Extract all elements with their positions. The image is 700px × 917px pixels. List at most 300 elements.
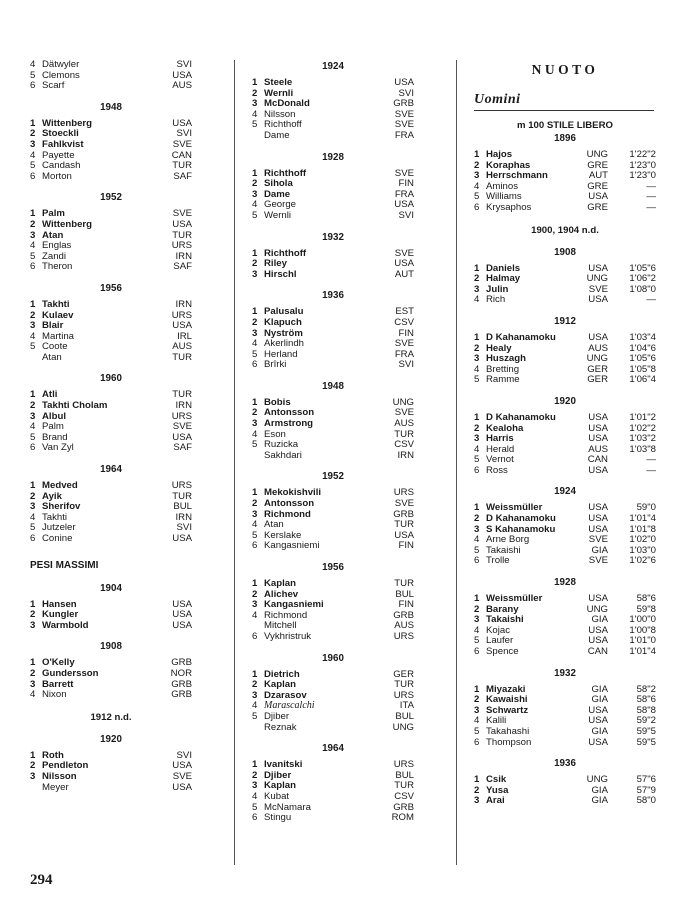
- placing: 2: [474, 159, 480, 171]
- athlete-name: Marascalchi: [264, 700, 315, 712]
- nation-code: UNG: [392, 396, 414, 408]
- nation-code: USA: [172, 781, 192, 793]
- results-section: [474, 315, 656, 386]
- nation-code: USA: [588, 704, 608, 716]
- athlete-name: Ramme: [486, 374, 520, 386]
- nation-code: IRL: [177, 330, 192, 342]
- nation-code: USA: [588, 331, 608, 343]
- result-row: [30, 353, 192, 364]
- athlete-name: Rich: [486, 294, 506, 306]
- placing: 1: [252, 167, 258, 179]
- year-heading: 1928: [322, 151, 344, 163]
- placing: 1: [252, 247, 258, 259]
- nation-code: FIN: [398, 599, 414, 611]
- placing: 4: [474, 294, 480, 306]
- athlete-name: Williams: [486, 191, 522, 203]
- placing: 2: [252, 258, 258, 270]
- nation-code: USA: [172, 609, 192, 621]
- result-time: —: [646, 294, 656, 306]
- athlete-name: Alichev: [264, 588, 299, 600]
- nation-code: USA: [588, 433, 608, 445]
- results-section: [252, 289, 414, 371]
- placing: 1: [474, 774, 480, 786]
- athlete-name: Arai: [486, 795, 505, 807]
- athlete-name: Julin: [486, 283, 509, 295]
- nation-code: TUR: [394, 679, 414, 691]
- placing: 1: [252, 306, 258, 318]
- results-section: [474, 667, 656, 749]
- placing: 5: [30, 160, 36, 172]
- athlete-name: Van Zyl: [42, 442, 74, 454]
- results-section: [30, 282, 192, 364]
- placing: 1: [474, 411, 480, 423]
- nation-code: GIA: [591, 795, 608, 807]
- nation-code: CAN: [587, 454, 608, 466]
- athlete-name: Richmond: [264, 508, 311, 520]
- placing: 4: [474, 534, 480, 546]
- year-heading: 1952: [100, 192, 122, 204]
- result-row: [252, 813, 414, 824]
- result-time: 1'23"0: [629, 159, 656, 171]
- athlete-name: Brand: [42, 431, 68, 443]
- result-row: [252, 541, 414, 552]
- placing: 3: [30, 619, 36, 631]
- nation-code: SAF: [173, 442, 192, 454]
- result-time: 59"5: [636, 736, 656, 748]
- results-section: [30, 711, 192, 724]
- nation-code: AUS: [588, 443, 608, 455]
- nation-code: USA: [172, 218, 192, 230]
- placing: 2: [30, 609, 36, 621]
- nation-code: USA: [172, 69, 192, 81]
- result-row: [252, 360, 414, 371]
- athlete-name: Warmbold: [42, 619, 89, 631]
- nation-code: SVE: [172, 421, 192, 433]
- placing: 1: [252, 759, 258, 771]
- athlete-name: Mitchell: [264, 620, 297, 632]
- result-time: 1'22"2: [629, 149, 656, 160]
- results-section: [30, 463, 192, 545]
- athlete-name: Trolle: [486, 555, 510, 567]
- year-heading: 1928: [554, 577, 576, 589]
- athlete-name: Richmond: [264, 609, 308, 621]
- placing: 5: [30, 522, 36, 534]
- athlete-name: Herrschmann: [486, 170, 548, 182]
- nation-code: CAN: [587, 646, 608, 657]
- placing: 1: [474, 502, 480, 514]
- results-column-middle: [252, 60, 414, 824]
- nation-code: TUR: [394, 519, 414, 531]
- nation-code: TUR: [172, 351, 192, 363]
- nation-code: URS: [171, 410, 192, 422]
- athlete-name: Nilsson: [264, 108, 296, 120]
- placing: 2: [474, 342, 480, 354]
- year-heading: 1960: [322, 652, 344, 664]
- athlete-name: Barrett: [42, 678, 74, 690]
- athlete-name: Atan: [264, 519, 284, 531]
- placing: 5: [474, 635, 480, 647]
- result-row: [30, 690, 192, 701]
- placing: 1: [30, 298, 36, 310]
- result-row: [252, 131, 414, 142]
- placing: 1: [252, 487, 258, 499]
- result-time: —: [646, 201, 656, 213]
- athlete-name: Nyström: [264, 327, 303, 339]
- placing: 5: [30, 250, 36, 262]
- nation-code: GIA: [591, 683, 608, 695]
- nation-code: TUR: [172, 490, 192, 502]
- placing: 2: [30, 128, 36, 140]
- nation-code: TUR: [394, 578, 414, 589]
- nation-code: SVE: [394, 407, 414, 419]
- athlete-name: Hansen: [42, 598, 77, 610]
- year-heading: 1936: [322, 290, 344, 302]
- results-section: [474, 246, 656, 306]
- athlete-name: D Kahanamoku: [486, 331, 556, 343]
- placing: 4: [30, 511, 36, 523]
- athlete-name: Ruzicka: [264, 439, 299, 451]
- placing: 4: [252, 609, 258, 621]
- placing: 5: [252, 801, 258, 813]
- placing: 6: [30, 533, 36, 544]
- athlete-name: Sherifov: [42, 501, 81, 513]
- placing: 4: [252, 199, 258, 211]
- nation-code: SVI: [398, 87, 414, 99]
- nation-code: USA: [588, 736, 608, 748]
- result-row: [474, 796, 656, 807]
- athlete-name: Richthoff: [264, 167, 307, 179]
- placing: 5: [474, 725, 480, 737]
- result-time: 1'03"0: [629, 544, 656, 556]
- result-row: [474, 727, 656, 738]
- nation-code: BUL: [395, 588, 414, 600]
- result-row: [474, 556, 656, 567]
- placing: 3: [30, 229, 36, 241]
- result-row: [30, 262, 192, 273]
- result-row: [30, 669, 192, 680]
- placing: 3: [474, 795, 480, 807]
- results-section: [252, 151, 414, 222]
- placing: 3: [474, 704, 480, 716]
- nation-code: SVE: [394, 338, 414, 350]
- athlete-name: Krysaphos: [486, 201, 532, 213]
- nation-code: GRB: [171, 678, 192, 690]
- result-row: [30, 140, 192, 151]
- athlete-name: Kubat: [264, 790, 290, 802]
- result-time: 57"9: [636, 784, 656, 796]
- placing: 5: [252, 119, 258, 131]
- athlete-name: Wernli: [264, 209, 292, 221]
- athlete-name: Dätwyler: [42, 59, 80, 70]
- athlete-name: Ivanitski: [264, 759, 303, 771]
- athlete-name: Weissmüller: [486, 593, 543, 605]
- nation-code: CSV: [394, 316, 414, 328]
- result-row: [30, 443, 192, 454]
- year-heading: 1960: [100, 373, 122, 385]
- nation-code: SVE: [394, 119, 414, 131]
- result-row: [252, 211, 414, 222]
- athlete-name: Ross: [486, 464, 508, 476]
- athlete-name: Eson: [264, 428, 286, 440]
- athlete-name: Stingu: [264, 812, 292, 824]
- nation-code: USA: [172, 760, 192, 772]
- placing: 2: [30, 667, 36, 679]
- results-section: [30, 640, 192, 700]
- athlete-name: Schwartz: [486, 704, 529, 716]
- results-section: [30, 372, 192, 454]
- athlete-name: Palm: [42, 421, 64, 433]
- placing: 1: [30, 657, 36, 669]
- athlete-name: Kaplan: [264, 679, 296, 691]
- nation-code: USA: [588, 523, 608, 535]
- result-time: 1'01"4: [629, 513, 656, 525]
- placing: 3: [252, 418, 258, 430]
- year-heading: 1952: [322, 471, 344, 483]
- nation-code: URS: [171, 240, 192, 252]
- athlete-name: Meyer: [42, 781, 69, 793]
- athlete-name: Djiber: [264, 710, 290, 722]
- nation-code: URS: [171, 480, 192, 492]
- year-heading: 1956: [100, 282, 122, 294]
- nation-code: GER: [587, 374, 608, 386]
- nation-code: USA: [588, 513, 608, 525]
- placing: 3: [474, 614, 480, 626]
- nation-code: SVI: [176, 128, 192, 140]
- nation-code: USA: [172, 598, 192, 610]
- placing: 6: [30, 442, 36, 454]
- athlete-name: Wittenberg: [42, 218, 93, 230]
- nation-code: URS: [393, 630, 414, 642]
- athlete-name: Theron: [42, 261, 73, 273]
- year-heading: 1932: [554, 667, 576, 679]
- result-time: 1'00"8: [629, 624, 656, 636]
- year-heading: 1904: [100, 582, 122, 594]
- nation-code: AUT: [394, 268, 414, 280]
- athlete-name: Clemons: [42, 69, 80, 81]
- nation-code: GRE: [587, 201, 608, 213]
- result-time: 57"6: [636, 774, 656, 786]
- placing: 4: [252, 428, 258, 440]
- athlete-name: Medved: [42, 480, 78, 492]
- athlete-name: O'Kelly: [42, 657, 75, 669]
- nation-code: AUS: [394, 620, 414, 632]
- year-heading: 1932: [322, 231, 344, 243]
- column-divider-right: [456, 60, 457, 865]
- results-section: [252, 60, 414, 142]
- nation-code: GRE: [587, 180, 608, 192]
- result-time: 1'03"2: [629, 433, 656, 445]
- result-time: 1'04"6: [629, 342, 656, 354]
- nation-code: SVI: [398, 359, 414, 371]
- placing: 4: [30, 240, 36, 252]
- nation-code: GER: [393, 668, 414, 680]
- year-heading: 1920: [554, 395, 576, 407]
- nation-code: GRB: [393, 98, 414, 110]
- nation-code: SVE: [172, 208, 192, 220]
- athlete-name: Daniels: [486, 262, 521, 274]
- result-row: [30, 220, 192, 231]
- athlete-name: S Kahanamoku: [486, 523, 556, 535]
- nation-code: SVE: [394, 247, 414, 259]
- result-row: [30, 772, 192, 783]
- results-section: [252, 561, 414, 643]
- nation-code: USA: [394, 258, 414, 270]
- placing: 3: [252, 327, 258, 339]
- athlete-name: Scarf: [42, 80, 65, 92]
- nation-code: USA: [588, 464, 608, 476]
- nation-code: IRN: [397, 449, 414, 461]
- athlete-name: Steele: [264, 77, 293, 88]
- athlete-name: Coote: [42, 341, 68, 353]
- result-time: 59"8: [636, 603, 656, 615]
- placing: 5: [252, 209, 258, 221]
- year-heading: 1924: [554, 486, 576, 498]
- athlete-name: Takahashi: [486, 725, 530, 737]
- placing: 4: [30, 421, 36, 433]
- athlete-name: D Kahanamoku: [486, 513, 556, 525]
- athlete-name: Harris: [486, 433, 514, 445]
- nation-code: GRB: [171, 657, 192, 669]
- nation-code: URS: [393, 759, 414, 771]
- event-results: [474, 132, 656, 807]
- not-held-note: 1900, 1904 n.d.: [531, 224, 599, 236]
- athlete-name: Sihola: [264, 178, 293, 190]
- event-title: m 100 STILE LIBERO: [517, 120, 613, 131]
- result-row: [30, 621, 192, 632]
- result-row: [30, 300, 192, 311]
- year-heading: 1912: [554, 315, 576, 327]
- nation-code: SVE: [588, 534, 608, 546]
- athlete-name: Barany: [486, 603, 519, 615]
- athlete-name: Conine: [42, 533, 73, 544]
- athlete-name: Dame: [264, 188, 291, 200]
- athlete-name: Yusa: [486, 784, 509, 796]
- result-time: 1'02"2: [629, 422, 656, 434]
- nation-code: GIA: [591, 544, 608, 556]
- year-heading: 1908: [554, 246, 576, 258]
- results-section: [252, 470, 414, 552]
- placing: 1: [474, 331, 480, 343]
- placing: 3: [252, 689, 258, 701]
- athlete-name: Bobis: [264, 396, 291, 408]
- result-time: 1'23"0: [629, 170, 656, 182]
- result-time: 1'06"4: [629, 374, 656, 386]
- athlete-name: Thompson: [486, 736, 532, 748]
- result-row: [252, 270, 414, 281]
- nation-code: ROM: [391, 812, 414, 824]
- results-column-left: [30, 60, 192, 793]
- nation-code: SVE: [394, 498, 414, 510]
- year-heading: 1956: [322, 562, 344, 573]
- nation-code: USA: [588, 262, 608, 274]
- athlete-name: Blair: [42, 320, 64, 332]
- athlete-name: Kealoha: [486, 422, 524, 434]
- athlete-name: Takaishi: [486, 544, 521, 556]
- athlete-name: Payette: [42, 149, 75, 161]
- nation-code: USA: [588, 502, 608, 514]
- result-time: —: [646, 180, 656, 192]
- placing: 4: [252, 790, 258, 802]
- placing: 2: [252, 498, 258, 510]
- athlete-name: Richthoff: [264, 119, 302, 131]
- nation-code: IRN: [175, 250, 192, 262]
- nation-code: USA: [172, 431, 192, 443]
- nation-code: USA: [394, 199, 414, 211]
- placing: 5: [474, 454, 480, 466]
- placing: 4: [474, 715, 480, 727]
- athlete-name: Dzarasov: [264, 689, 307, 701]
- placing: 3: [252, 508, 258, 520]
- result-row: [30, 534, 192, 545]
- athlete-name: Huszagh: [486, 353, 526, 365]
- nation-code: AUS: [394, 418, 414, 430]
- nation-code: BUL: [173, 501, 192, 513]
- athlete-name: Wernli: [264, 87, 294, 99]
- result-row: [474, 738, 656, 749]
- category-heading: PESI MASSIMI: [30, 559, 99, 571]
- placing: 6: [30, 261, 36, 273]
- nation-code: GRB: [171, 689, 192, 701]
- results-section: [30, 60, 192, 92]
- results-section: [252, 231, 414, 281]
- result-time: 1'01"2: [629, 411, 656, 423]
- result-time: 1'06"2: [629, 273, 656, 285]
- nation-code: TUR: [394, 780, 414, 792]
- placing: 4: [474, 363, 480, 375]
- athlete-name: Candash: [42, 160, 81, 172]
- nation-code: GRB: [393, 609, 414, 621]
- nation-code: USA: [172, 320, 192, 332]
- result-time: 1'05"8: [629, 363, 656, 375]
- results-section: [474, 224, 656, 237]
- placing: 3: [474, 353, 480, 365]
- athlete-name: Takaishi: [486, 614, 524, 626]
- athlete-name: Reznak: [264, 721, 297, 733]
- nation-code: UNG: [586, 603, 608, 615]
- section-subtitle: Uomini: [474, 92, 521, 107]
- year-heading: 1936: [554, 758, 576, 770]
- placing: 3: [474, 523, 480, 535]
- results-section: [474, 485, 656, 567]
- placing: 1: [252, 77, 258, 88]
- placing: 3: [252, 268, 258, 280]
- result-row: [474, 413, 656, 424]
- placing: 6: [252, 540, 258, 552]
- athlete-name: Kaplan: [264, 578, 296, 589]
- result-row: [252, 712, 414, 723]
- result-time: 58"8: [636, 704, 656, 716]
- placing: 1: [30, 208, 36, 220]
- placing: 4: [474, 180, 480, 192]
- placing: 6: [30, 170, 36, 182]
- placing: 1: [474, 149, 480, 160]
- athlete-name: Morton: [42, 170, 72, 182]
- athlete-name: Herland: [264, 348, 298, 360]
- result-row: [474, 295, 656, 306]
- athlete-name: McDonald: [264, 98, 310, 110]
- year-heading: 1964: [100, 464, 122, 476]
- results-section: [252, 652, 414, 734]
- placing: 3: [30, 770, 36, 782]
- placing: 2: [252, 87, 258, 99]
- results-section: [30, 733, 192, 793]
- athlete-name: Nixon: [42, 689, 67, 701]
- nation-code: FRA: [394, 188, 414, 200]
- placing: 6: [252, 812, 258, 824]
- nation-code: AUS: [588, 342, 608, 354]
- athlete-name: Koraphas: [486, 159, 531, 171]
- results-section: [30, 191, 192, 273]
